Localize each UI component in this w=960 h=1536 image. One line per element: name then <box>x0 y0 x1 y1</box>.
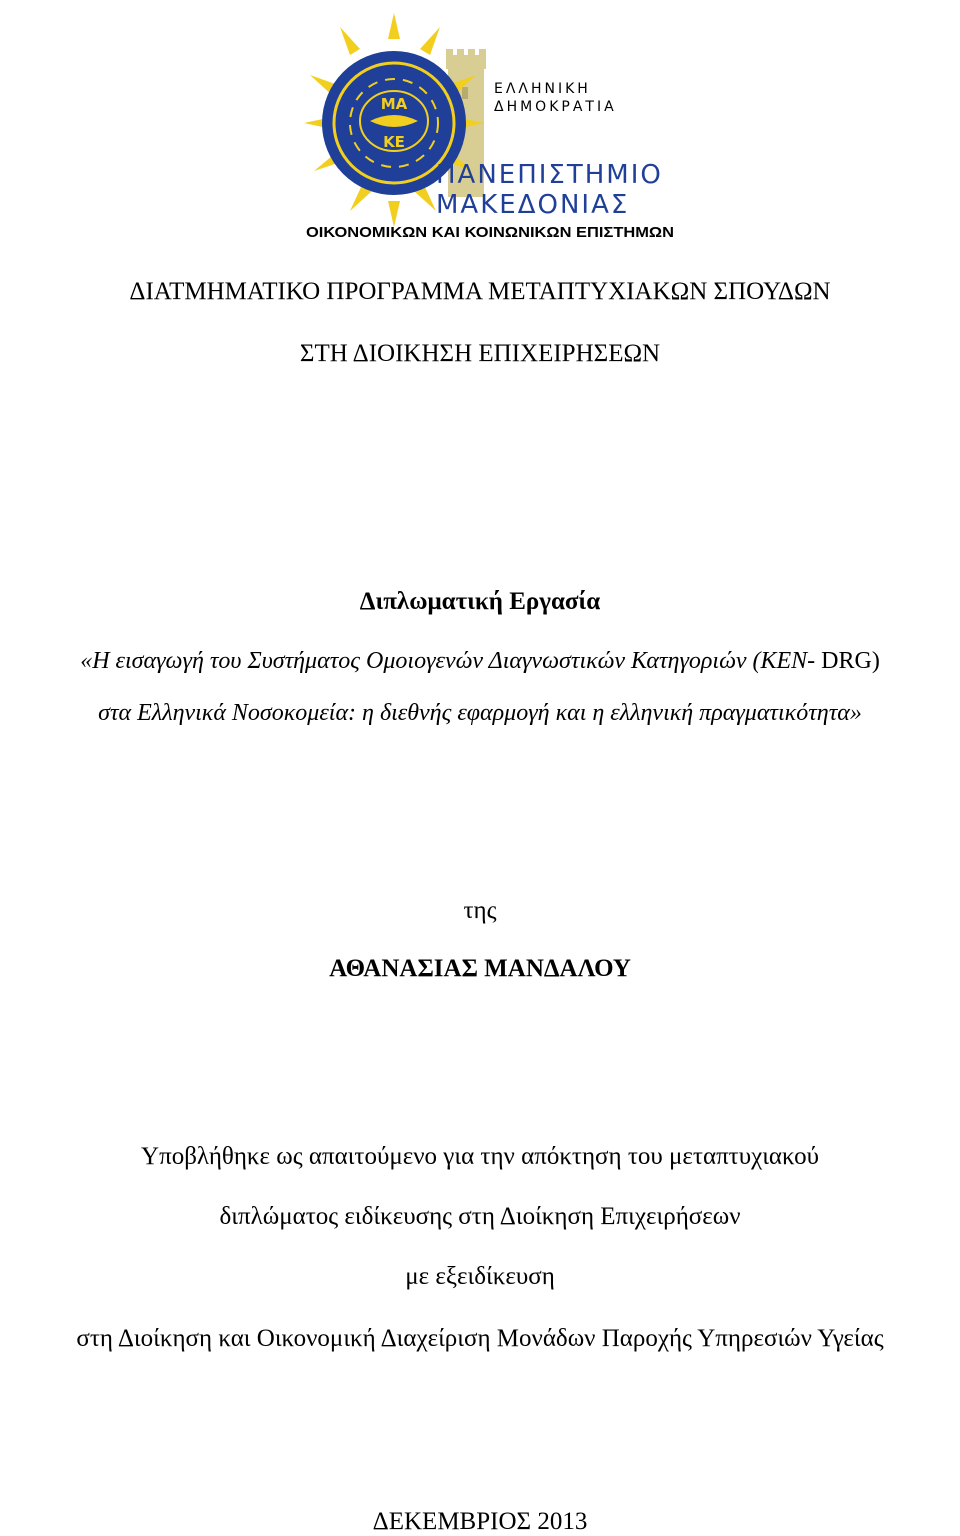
program-title-line2: ΣΤΗ ΔΙΟΙΚΗΣΗ ΕΠΙΧΕΙΡΗΣΕΩΝ <box>299 340 661 367</box>
university-logo <box>300 5 680 245</box>
thesis-title-line2: στα Ελληνικά Νοσοκομεία: η διεθνής εφαρμογή και η ελληνική πραγματικότητα» <box>98 700 862 726</box>
seal-text-bottom: ΚΕ <box>383 133 405 151</box>
submission-line1: Υποβλήθηκε ως απαιτούμενο για την απόκτηση του μεταπτυχιακού <box>141 1143 819 1170</box>
program-title-line1: ΔΙΑΤΜΗΜΑΤΙΚΟ ΠΡΟΓΡΑΜΜΑ ΜΕΤΑΠΤΥΧΙΑΚΩΝ ΣΠΟΥΔΩΝ <box>129 278 831 305</box>
thesis-type: Διπλωματική Εργασία <box>359 588 601 615</box>
logo-republic-line2: ΔΗΜΟΚΡΑΤΙΑ <box>494 99 617 115</box>
seal-text-top: ΜΑ <box>380 95 408 113</box>
logo-republic-line1: ΕΛΛΗΝΙΚΗ <box>494 81 591 97</box>
submission-line3: με εξειδίκευση <box>405 1263 555 1290</box>
thesis-title-line1 <box>0 648 960 675</box>
author-preposition: της <box>463 897 497 924</box>
thesis-title-line1-drg: DRG) <box>815 648 880 674</box>
submission-date: ΔΕΚΕΜΒΡΙΟΣ 2013 <box>372 1508 588 1535</box>
thesis-title-line1-main: «Η εισαγωγή του Συστήματος Ομοιογενών Διαγνωστικών Κατηγοριών (ΚΕΝ- <box>80 648 816 674</box>
submission-line2: διπλώματος ειδίκευσης στη Διοίκηση Επιχειρήσεων <box>219 1203 741 1230</box>
author-name: ΑΘΑΝΑΣΙΑΣ ΜΑΝΔΑΛΟΥ <box>329 955 631 982</box>
logo-faculty: ΟΙΚΟΝΟΜΙΚΩΝ ΚΑΙ ΚΟΙΝΩΝΙΚΩΝ ΕΠΙΣΤΗΜΩΝ <box>306 224 674 241</box>
logo-university-line2: ΜΑΚΕΔΟΝΙΑΣ <box>436 190 630 220</box>
logo-university-line1: ΠΑΝΕΠΙΣΤΗΜΙΟ <box>436 160 663 190</box>
submission-line4: στη Διοίκηση και Οικονομική Διαχείριση Μονάδων Παροχής Υπηρεσιών Υγείας <box>76 1325 884 1352</box>
